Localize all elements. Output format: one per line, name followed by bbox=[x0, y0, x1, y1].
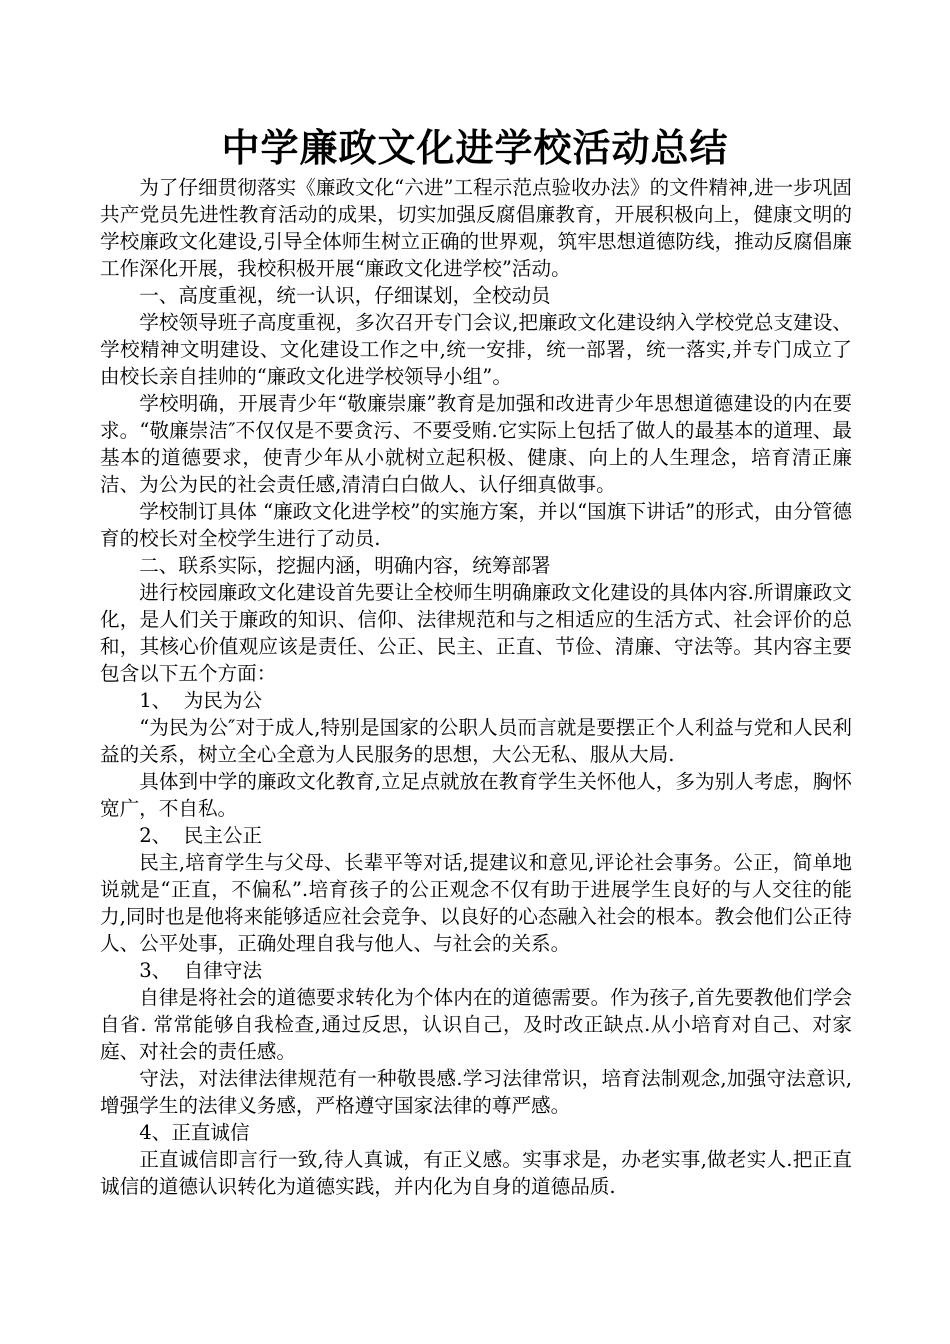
paragraph: 具体到中学的廉政文化教育,立足点就放在教育学生关怀他人，多为别人考虑，胸怀宽广，不自私。 bbox=[100, 770, 852, 820]
paragraph: 守法，对法律法律规范有一种敬畏感.学习法律常识，培育法制观念,加强守法意识,增强学生的法律义务感，严格遵守国家法律的尊严感。 bbox=[100, 1067, 852, 1117]
paragraph: 学校明确，开展青少年“敬廉崇廉”教育是加强和改进青少年思想道德建设的内在要求。“敬廉崇洁″不仅仅是不要贪污、不要受贿.它实际上包括了做人的最基本的道理、最基本的道德要求，使青少年从小就树立起积极、健康、向上的人生理念，培育清正廉洁、为公为民的社会责任感,清清白白做人、认仔细真做事。 bbox=[100, 392, 852, 496]
paragraph: 进行校园廉政文化建设首先要让全校师生明确廉政文化建设的具体内容.所谓廉政文化，是人们关于廉政的知识、信仰、法律规范和与之相适应的生活方式、社会评价的总和，其核心价值观应该是责任、公正、民主、正直、节俭、清廉、守法等。其内容主要包含以下五个方面： bbox=[100, 581, 852, 685]
paragraph: 学校领导班子高度重视，多次召开专门会议,把廉政文化建设纳入学校党总支建设、学校精神文明建设、文化建设工作之中,统一安排，统一部署，统一落实,并专门成立了由校长亲自挂帅的“廉政文化进学校领导小组”。 bbox=[100, 311, 852, 388]
list-item-heading: 4、正直诚信 bbox=[139, 1121, 250, 1144]
section-heading-2: 二、联系实际，挖掘内涵，明确内容，统筹部署 bbox=[139, 554, 551, 577]
list-item-heading: 3、 自律守法 bbox=[139, 959, 263, 982]
paragraph: 正直诚信即言行一致,待人真诚，有正义感。实事求是，办老实事,做老实人.把正直诚信的道德认识转化为道德实践，并内化为自身的道德品质. bbox=[100, 1148, 852, 1198]
paragraph: 民主,培育学生与父母、长辈平等对话,提建议和意见,评论社会事务。公正，简单地说就是“正直，不偏私”.培育孩子的公正观念不仅有助于进展学生良好的与人交往的能力,同时也是他将来能够适应社会竞争、以良好的心态融入社会的根本。教会他们公正待人、公平处事，正确处理自我与他人、与社会的关系。 bbox=[100, 851, 852, 955]
paragraph: 学校制订具体 “廉政文化进学校”的实施方案，并以“国旗下讲话”的形式，由分管德育的校长对全校学生进行了动员. bbox=[100, 500, 852, 550]
section-heading-1: 一、高度重视，统一认识，仔细谋划，全校动员 bbox=[139, 284, 551, 307]
paragraph-intro: 为了仔细贯彻落实《廉政文化“六进”工程示范点验收办法》的文件精神,进一步巩固共产党员先进性教育活动的成果，切实加强反腐倡廉教育，开展积极向上，健康文明的学校廉政文化建设,引导全体师生树立正确的世界观，筑牢思想道德防线，推动反腐倡廉工作深化开展，我校积极开展“廉政文化进学校”活动。 bbox=[100, 176, 852, 280]
document-body bbox=[100, 174, 852, 1200]
paragraph: “为民为公″对于成人,特别是国家的公职人员而言就是要摆正个人利益与党和人民利益的关系，树立全心全意为人民服务的思想，大公无私、服从大局. bbox=[100, 716, 852, 766]
list-item-heading: 2、 民主公正 bbox=[139, 824, 263, 847]
paragraph: 自律是将社会的道德要求转化为个体内在的道德需要。作为孩子,首先要教他们学会自省. 常常能够自我检查,通过反思，认识自己，及时改正缺点.从小培育对自己、对家庭、对社会的责任感。 bbox=[100, 986, 852, 1063]
document-title: 中学廉政文化进学校活动总结 bbox=[221, 126, 729, 170]
list-item-heading: 1、 为民为公 bbox=[139, 689, 263, 712]
